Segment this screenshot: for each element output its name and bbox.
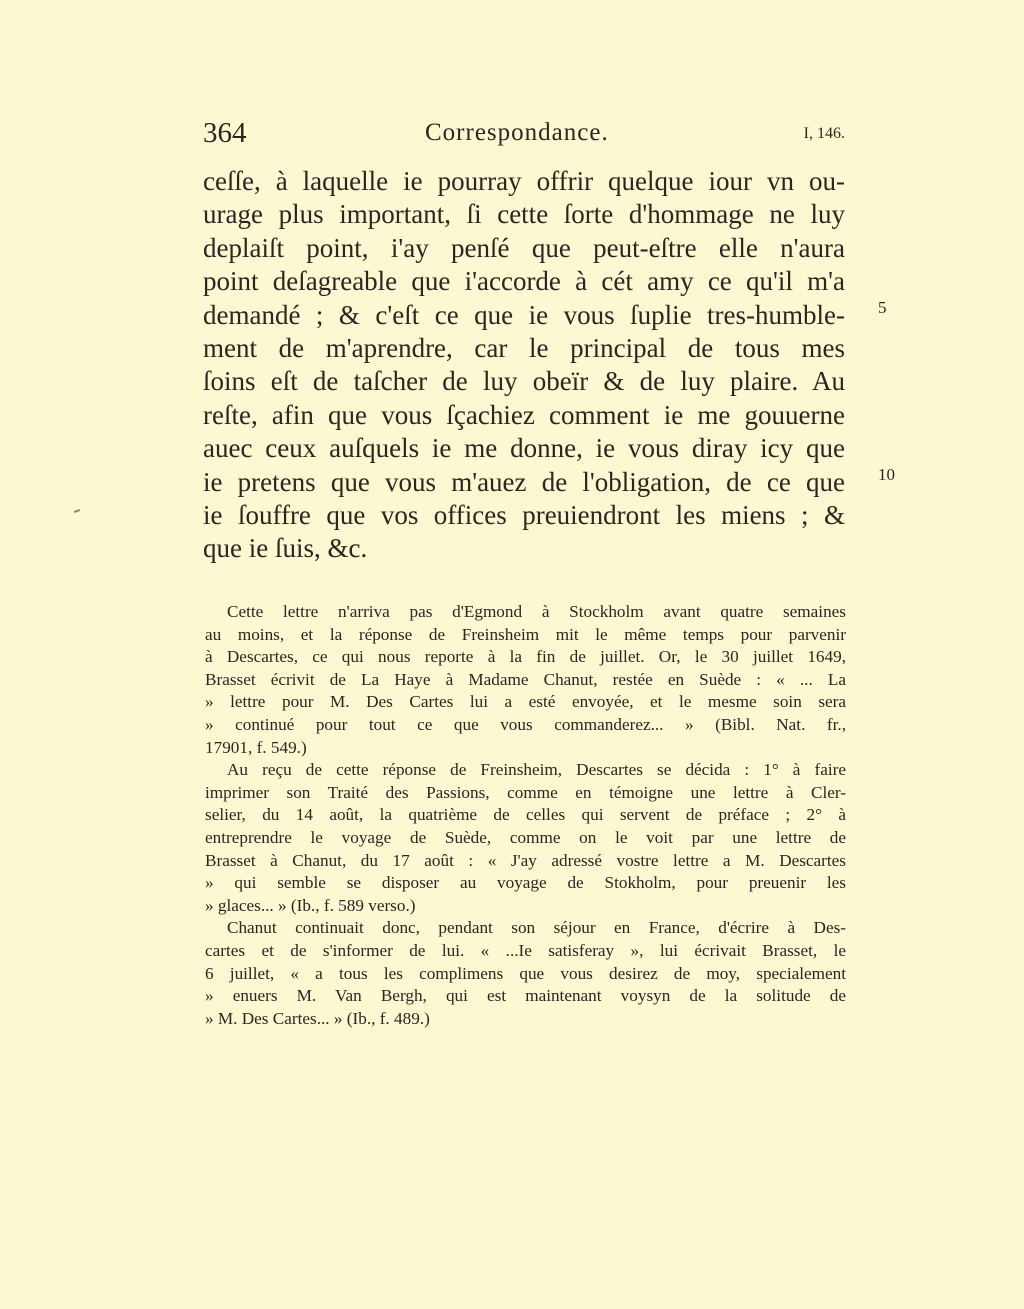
note-line: Brasset à Chanut, du 17 août : « J'ay adressé vostre lettre a M. Descartes (205, 850, 846, 870)
note-line: » glaces... » (Ib., f. 589 verso.) (205, 895, 416, 915)
line-number: 5 (878, 298, 887, 317)
text-line: reſte, afin que vous ſçachiez comment ie me gouuerne (203, 399, 845, 430)
note-line: au moins, et la réponse de Freinsheim mit le même temps pour parvenir (205, 624, 846, 644)
note-line: Brasset écrivit de La Haye à Madame Chanut, restée en Suède : « ... La (205, 669, 846, 689)
text-line: point deſagreable que i'accorde à cét amy ce qu'il m'a (203, 266, 845, 297)
note-line: à Descartes, ce qui nous reporte à la fin de juillet. Or, le 30 juillet 1649, (205, 647, 846, 667)
text-line: urage plus important, ſi cette ſorte d'hommage ne luy (203, 199, 845, 230)
note-line: Chanut continuait donc, pendant son séjour en France, d'écrire à Des- (227, 918, 846, 938)
note-line: 6 juillet, « a tous les complimens que vous desirez de moy, specialement (205, 963, 846, 983)
text-line: ſoins eſt de taſcher de luy obeïr & de luy plaire. Au (203, 366, 845, 397)
running-title: Correspondance. (425, 119, 609, 146)
text-line: demandé ; & c'eſt ce que ie vous ſuplie tres-humble- (203, 299, 845, 330)
note-line: » enuers M. Van Bergh, qui est maintenant voysyn de la solitude de (205, 986, 846, 1006)
text-line: ment de m'aprendre, car le principal de tous mes (203, 332, 845, 363)
editorial-notes (205, 601, 846, 1030)
page-number: 364 (203, 117, 247, 149)
note-line: » continué pour tout ce que vous commanderez... » (Bibl. Nat. fr., (205, 714, 846, 734)
note-line: 17901, f. 549.) (205, 737, 307, 757)
note-line: entreprendre le voyage de Suède, comme on le voit par une lettre de (205, 827, 846, 847)
text-line: auec ceux auſquels ie me donne, ie vous diray icy que (203, 433, 845, 464)
letter-reference: I, 146. (803, 125, 845, 142)
note-line: » lettre pour M. Des Cartes lui a esté envoyée, et le mesme soin sera (205, 692, 846, 712)
note-line: Au reçu de cette réponse de Freinsheim, Descartes se décida : 1° à faire (227, 760, 846, 780)
note-line: selier, du 14 août, la quatrième de celles qui servent de préface ; 2° à (205, 805, 846, 825)
text-line: ie ſouffre que vos offices preuiendront les miens ; & (203, 499, 845, 530)
line-number: 10 (878, 465, 895, 484)
text-line: deplaiſt point, i'ay penſé que peut-eſtre elle n'aura (203, 232, 845, 263)
text-line: ie pretens que vous m'auez de l'obligation, de ce que (203, 466, 845, 497)
note-line: imprimer son Traité des Passions, comme en témoigne une lettre à Cler- (205, 782, 846, 802)
page-blemish (74, 509, 80, 513)
note-line: Cette lettre n'arriva pas d'Egmond à Stockholm avant quatre semaines (227, 602, 846, 621)
note-line: cartes et de s'informer de lui. « ...Ie satisferay », lui écrivait Brasset, le (205, 940, 846, 960)
note-line: » M. Des Cartes... » (Ib., f. 489.) (205, 1008, 430, 1028)
page-header (203, 117, 845, 153)
text-line: ceſſe, à laquelle ie pourray offrir quelque iour vn ou- (203, 166, 845, 196)
note-line: » qui semble se disposer au voyage de Stokholm, pour preuenir les (205, 873, 846, 893)
text-line: que ie ſuis, &c. (203, 533, 368, 564)
letter-text (203, 165, 895, 566)
